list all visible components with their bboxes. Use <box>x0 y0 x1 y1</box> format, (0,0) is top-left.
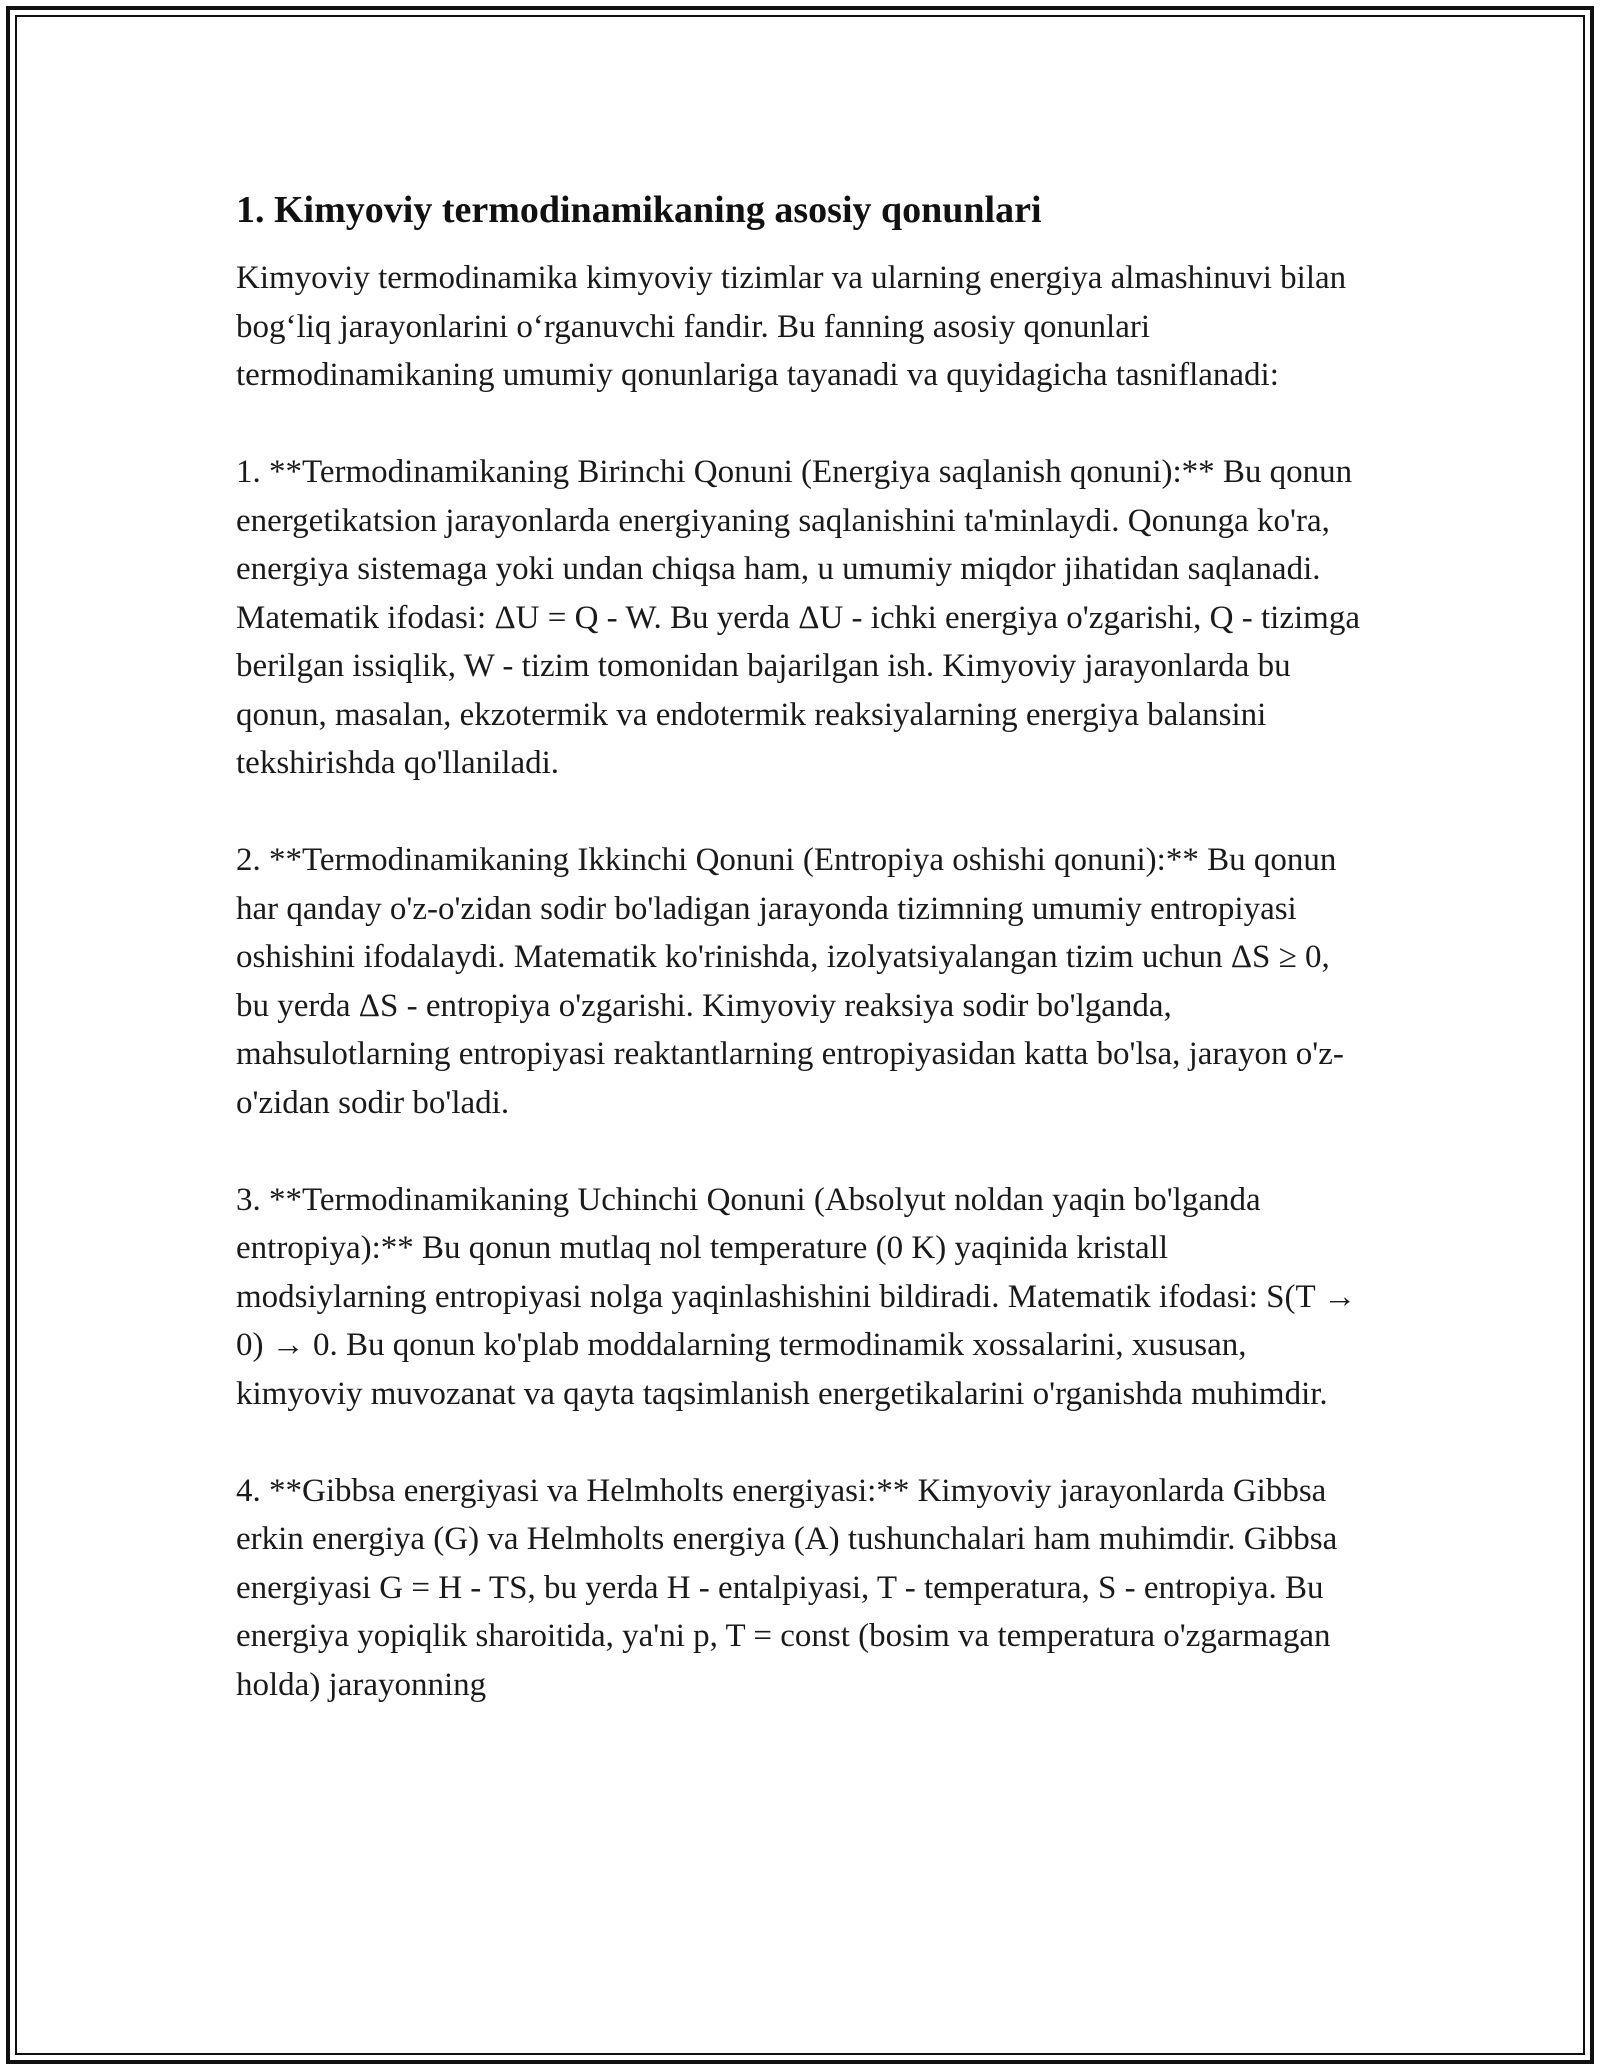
third-law-paragraph: 3. **Termodinamikaning Uchinchi Qonuni (Absolyut noldan yaqin bo'lganda entropiya):** Bu qonun mutlaq nol temperature (0 K) yaqinida kristall modsiylarning entropiyasi nolga yaqinlashishini bildiradi. Matematik ifodasi: S(T → 0) → 0. Bu qonun ko'plab moddalarning termodinamik xossalarini, xususan, kimyoviy muvozanat va qayta taqsimlanish energetikalarini o'rganishda muhimdir. <box>236 1181 1357 1412</box>
document-title: 1. Kimyoviy termodinamikaning asosiy qonunlari <box>236 189 1042 231</box>
first-law-paragraph: 1. **Termodinamikaning Birinchi Qonuni (Energiya saqlanish qonuni):** Bu qonun energetikatsion jarayonlarda energiyaning saqlanishini ta'minlaydi. Qonunga ko'ra, energiya sistemaga yoki undan chiqsa ham, u umumiy miqdor jihatidan saqlanadi. Matematik ifodasi: ΔU = Q - W. Bu yerda ΔU - ichki energiya o'zgarishi, Q - tizimga berilgan issiqlik, W - tizim tomonidan bajarilgan ish. Kimyoviy jarayonlarda bu qonun, masalan, ekzotermik va endotermik reaksiyalarning energiya balansini tekshirishda qo'llaniladi. <box>236 454 1360 781</box>
gibbs-helmholtz-paragraph: 4. **Gibbsa energiyasi va Helmholts energiyasi:** Kimyoviy jarayonlarda Gibbsa erkin energiya (G) va Helmholts energiya (A) tushunchalari ham muhimdir. Gibbsa energiyasi G = H - TS, bu yerda H - entalpiyasi, T - temperatura, S - entropiya. Bu energiya yopiqlik sharoitida, ya'ni p, T = const (bosim va temperatura o'zgarmagan holda) jarayonning <box>236 1472 1338 1703</box>
document-body <box>236 186 1366 1758</box>
second-law-paragraph: 2. **Termodinamikaning Ikkinchi Qonuni (Entropiya oshishi qonuni):** Bu qonun har qanday o'z-o'zidan sodir bo'ladigan jarayonda tizimning umumiy entropiyasi oshishini ifodalaydi. Matematik ko'rinishda, izolyatsiyalangan tizim uchun ΔS ≥ 0, bu yerda ΔS - entropiya o'zgarishi. Kimyoviy reaksiya sodir bo'lganda, mahsulotlarning entropiyasi reaktantlarning entropiyasidan katta bo'lsa, jarayon o'z-o'zidan sodir bo'ladi. <box>236 842 1344 1121</box>
intro-paragraph: Kimyoviy termodinamika kimyoviy tizimlar va ularning energiya almashinuvi bilan bog‘liq jarayonlarini o‘rganuvchi fandir. Bu fanning asosiy qonunlari termodinamikaning umumiy qonunlariga tayanadi va quyidagicha tasniflanadi: <box>236 260 1347 393</box>
